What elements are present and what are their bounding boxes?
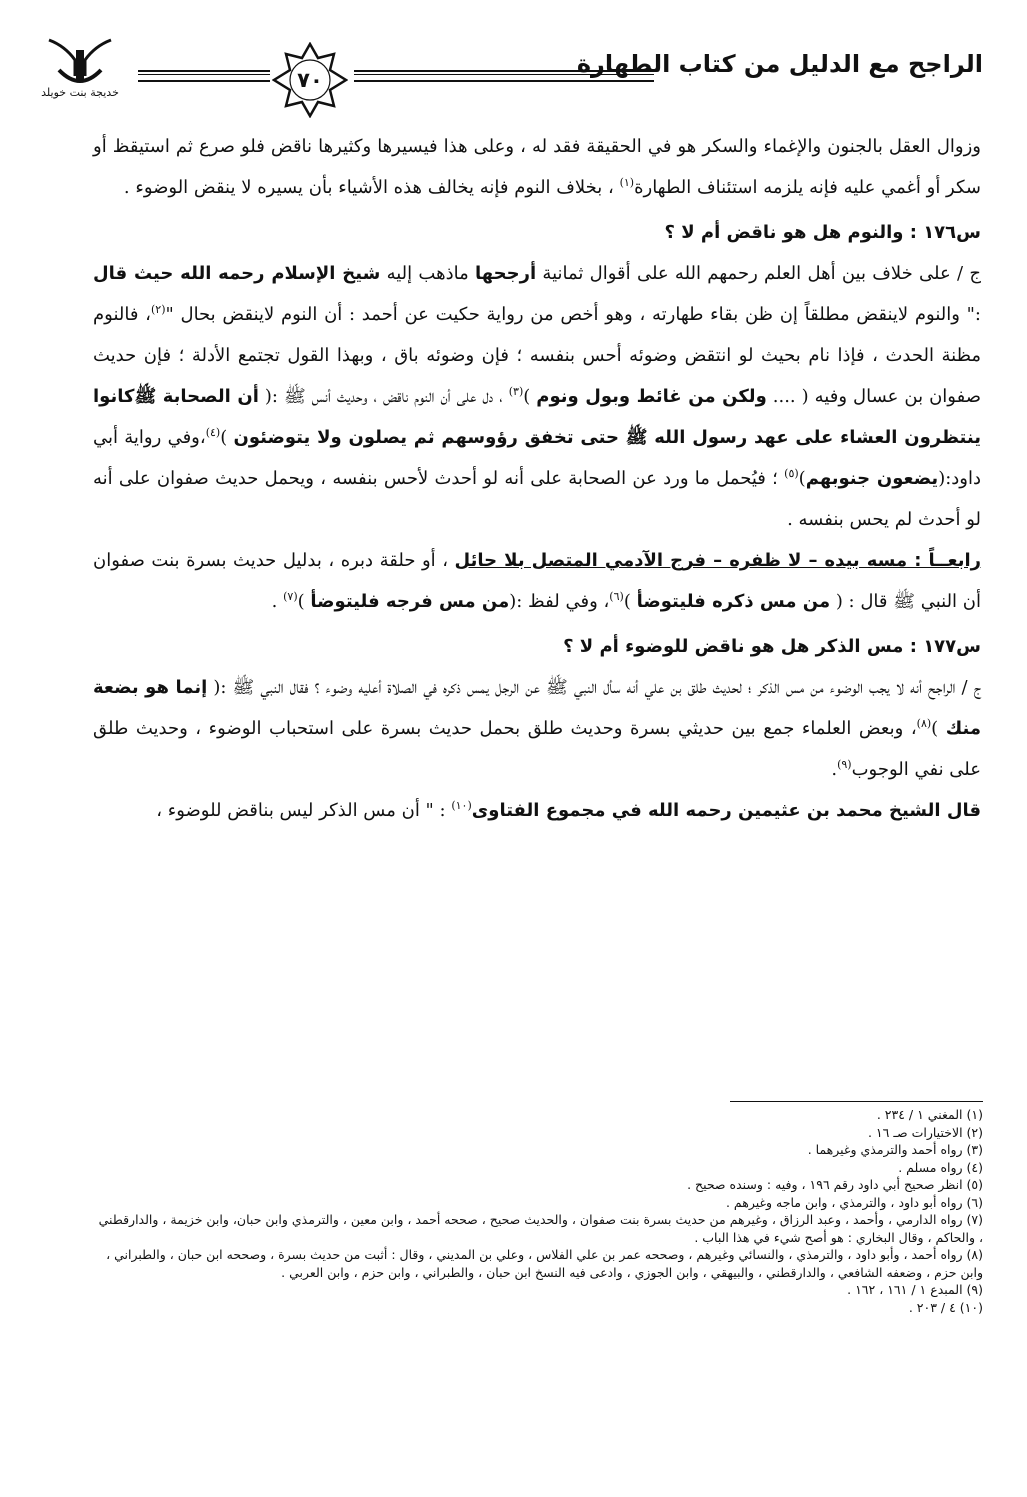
text-span: ) xyxy=(297,591,311,612)
footnote-ref: (٣) xyxy=(508,385,524,398)
publisher-logo xyxy=(36,36,124,108)
footnote-4: (٤) رواه مسلم . xyxy=(898,1159,983,1175)
footnote-ref: (٦) xyxy=(609,590,624,603)
text-span: ) xyxy=(798,468,806,489)
text-span: ) xyxy=(523,386,537,407)
bold-span: من مس فرجه فليتوضأ xyxy=(310,591,510,612)
page-header xyxy=(28,30,983,108)
text-span: ، دل على أن النوم ناقض ، وحديث أنس ﷺ :( xyxy=(258,386,509,407)
question-177: س١٧٧ : مس الذكر هل هو ناقض للوضوء أم لا ؟ xyxy=(563,636,981,657)
main-text xyxy=(93,126,981,831)
bold-span: أرجحها xyxy=(475,263,537,284)
text-span: ، فالنوم مظنة الحدث ، فإذا نام بحيث لو انتقض وضوئه أحس بنفسه ؛ فإن وضوئه باق ، وبهذا القول تجتمع الأدلة ؛ فإن حديث صفوان بن عسال وفيه ( .... xyxy=(93,304,981,407)
paragraph-fourth-nullifier xyxy=(93,540,981,622)
text-span: ،وفي رواية أبي داود:( xyxy=(93,427,982,489)
running-title: الراجح مع الدليل من كتاب الطهارة xyxy=(576,50,983,78)
footnote-ref: (٥) xyxy=(784,467,799,480)
footnote-2: (٢) الاختيارات صـ ١٦ . xyxy=(867,1124,983,1140)
bold-span: شيخ الإسلام رحمه الله حيث قال xyxy=(93,263,381,284)
text-span: ؛ فيُحمل ما ورد عن الصحابة على أنه لو أحدث لأحس بنفسه ، ويحمل حديث صفوان على أنه لو أحدث لم يحس بنفسه . xyxy=(93,468,981,530)
footnote-5: (٥) انظر صحيح أبي داود رقم ١٩٦ ، وفيه : وسنده صحيح . xyxy=(687,1177,983,1192)
footnote-9: (٩) المبدع ١ / ١٦١ ، ١٦٢ . xyxy=(847,1282,983,1297)
footnote-7: (٧) رواه الدارمي ، وأحمد ، وعبد الرزاق ، وغيرهم من حديث بسرة بنت صفوان ، والحديث صحيح ، صححه أحمد ، وابن معين ، والترمذي وابن حبان، وابن خزيمة ، والدارقطني ، والحاكم ، وقال البخاري : هو أصح شيء في هذا الباب . xyxy=(98,1212,983,1245)
footnote-ref: (٢) xyxy=(150,303,166,316)
paragraph-intellect xyxy=(93,126,981,208)
question-176: س١٧٦ : والنوم هل هو ناقض أم لا ؟ xyxy=(664,222,981,243)
page-number-badge xyxy=(272,42,348,118)
page-number: ٧٠ xyxy=(297,68,323,92)
text-span: ج / الراجح أنه لا يجب الوضوء من مس الذكر ؛ لحديث طلق بن علي أنه سأل النبي ﷺ عن الرجل يمس ذكره في الصلاة أعليه وضوء ؟ فقال النبي ﷺ :( xyxy=(207,677,982,698)
text-span: وزوال العقل بالجنون والإغماء والسكر هو في الحقيقة فقد له ، وعلى هذا فيسيرها وكثيرها ناقض فلو صرع ثم استيقظ أو سكر أو أغمي عليه فإنه يلزمه استئناف الطهارة xyxy=(93,136,981,198)
footnote-ref: (٧) xyxy=(283,590,298,603)
text-span: ، أو حلقة دبره ، بدليل حديث بسرة بنت صفوان أن النبي ﷺ قال : ( xyxy=(93,550,981,612)
text-span: ، بخلاف النوم فإنه يخالف هذه الأشياء بأن يسيره لا ينقض الوضوء . xyxy=(123,177,620,198)
footnote-ref: (٩) xyxy=(837,758,852,771)
logo-text: خديجة بنت خويلد xyxy=(41,86,119,99)
bold-span: من مس ذكره فليتوضأ xyxy=(636,591,831,612)
text-span: : " أن مس الذكر ليس بناقض للوضوء ، xyxy=(156,800,452,821)
answer-177 xyxy=(93,667,981,790)
text-span: ج / على خلاف بين أهل العلم رحمهم الله على أقوال ثمانية xyxy=(536,263,981,284)
text-span: . xyxy=(271,591,284,612)
footnote-ref: (٨) xyxy=(916,717,932,730)
bold-span: يضعون جنوبهم xyxy=(805,468,939,489)
footnote-ref: (١٠) xyxy=(451,799,472,812)
bold-span: أن الصحابة ﷺكانوا ينتظرون العشاء على عهد رسول الله ﷺ حتى تخفق رؤوسهم ثم يصلون ولا يتوضئون xyxy=(93,386,981,448)
footnote-10: (١٠) ٤ / ٢٠٣ . xyxy=(908,1299,983,1315)
logo-emblem-icon xyxy=(45,36,115,88)
text-span: . xyxy=(831,759,838,780)
footnote-divider xyxy=(730,1101,983,1102)
text-span: ) xyxy=(931,718,946,739)
footnote-ref: (١) xyxy=(619,176,635,189)
header-rule-left xyxy=(138,70,270,82)
text-span: :" والنوم لاينقض مطلقاً إن ظن بقاء طهارته ، وهو أخص من رواية حكيت عن أحمد : أن النوم لاينقض بحال " xyxy=(165,304,981,325)
text-span: ) xyxy=(623,591,637,612)
bold-span: إنما هو بضعة منك xyxy=(93,677,981,739)
bold-span: قال الشيخ محمد بن عثيمين رحمه الله في مجموع الفتاوى xyxy=(471,800,981,821)
footnote-ref: (٤) xyxy=(205,426,221,439)
paragraph-ibn-uthaymeen xyxy=(93,790,981,831)
footnote-6: (٦) رواه أبو داود ، والترمذي ، وابن ماجه وغيرهم . xyxy=(725,1194,983,1210)
footnote-3: (٣) رواه أحمد والترمذي وغيرهما . xyxy=(807,1142,983,1157)
footnotes xyxy=(95,1106,983,1316)
text-span: ماذهب إليه xyxy=(380,263,476,284)
bold-underlined-span: رابعــاً : مسه بيده – لا ظفره – فرج الآدمي المتصل بلا حائل xyxy=(454,550,981,571)
text-span: ، وبعض العلماء جمع بين حديثي بسرة وحديث طلق بحمل حديث بسرة على استحباب الوضوء ، وحديث طلق على نفي الوجوب xyxy=(93,718,981,780)
answer-176 xyxy=(93,253,981,540)
footnote-8: (٨) رواه أحمد ، وأبو داود ، والترمذي ، والنسائي وغيرهم ، وصححه عمر بن علي الفلاس ، وعلي بن المديني ، وقال : أثبت من حديث بسرة ، وصححه ابن حبان ، والطبراني ، وابن حزم ، وضعفه الشافعي ، والدارقطني ، والبيهقي ، وابن الجوزي ، وادعى فيه النسخ ابن حبان ، والطبراني ، وابن حزم ، وابن العربي . xyxy=(106,1247,983,1280)
footnote-1: (١) المغني ١ / ٢٣٤ . xyxy=(876,1107,983,1122)
text-span: ، وفي لفظ :( xyxy=(509,591,610,612)
text-span: ) xyxy=(220,427,234,448)
bold-span: ولكن من غائط وبول ونوم xyxy=(536,386,767,407)
